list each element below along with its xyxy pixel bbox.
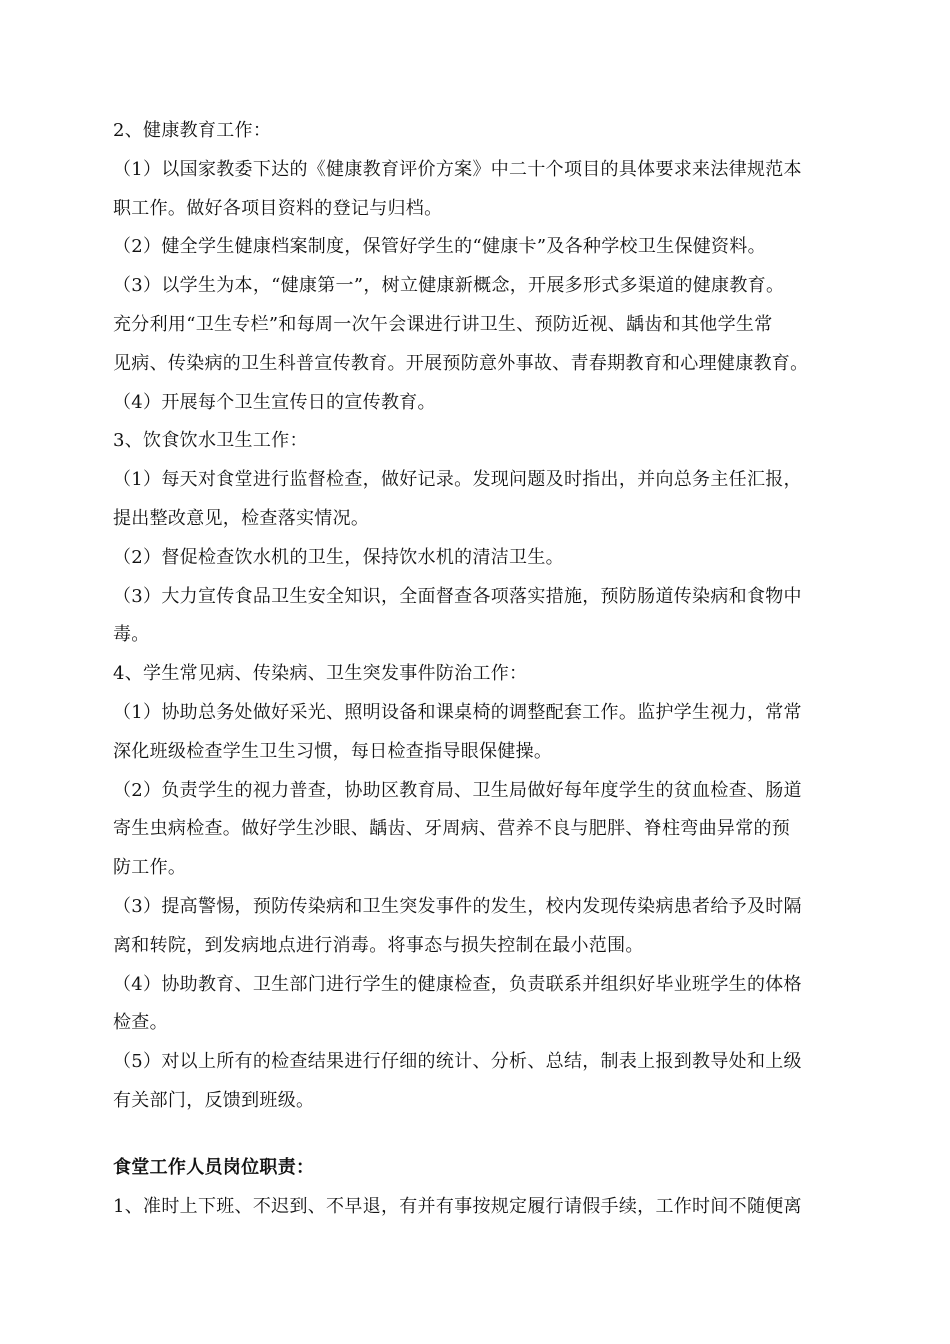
paragraph-line: （3）提高警惕，预防传染病和卫生突发事件的发生，校内发现传染病患者给予及时隔	[113, 895, 802, 917]
paragraph-line: （1）每天对食堂进行监督检查，做好记录。发现问题及时指出，并向总务主任汇报，	[113, 469, 802, 491]
paragraph-line: （3）以学生为本，“健康第一”，树立健康新概念，开展多形式多渠道的健康教育。	[113, 275, 785, 297]
paragraph-line: （4）开展每个卫生宣传日的宣传教育。	[113, 391, 436, 413]
section-heading-disease-prevention: 4、学生常见病、传染病、卫生突发事件防治工作：	[113, 663, 528, 685]
section-spacer	[113, 1121, 839, 1149]
section-heading-health-education: 2、健康教育工作：	[113, 120, 272, 141]
paragraph-line: 提出整改意见，检查落实情况。	[113, 507, 370, 529]
section-heading-food-water-hygiene: 3、饮食饮水卫生工作：	[113, 430, 308, 452]
paragraph-line: （1）以国家教委下达的《健康教育评价方案》中二十个项目的具体要求来法律规范本	[113, 158, 802, 180]
paragraph-line: 毒。	[113, 624, 150, 646]
paragraph-line: （2）督促检查饮水机的卫生，保持饮水机的清洁卫生。	[113, 546, 564, 568]
paragraph-line: 检查。	[113, 1012, 168, 1034]
paragraph-line: （1）协助总务处做好采光、照明设备和课桌椅的调整配套工作。监护学生视力，常常	[113, 701, 802, 723]
paragraph-line: 有关部门，反馈到班级。	[113, 1089, 315, 1111]
paragraph-line: 见病、传染病的卫生科普宣传教育。开展预防意外事故、青春期教育和心理健康教育。	[113, 352, 809, 374]
paragraph-line: 职工作。做好各项目资料的登记与归档。	[113, 197, 443, 219]
paragraph-line: （3）大力宣传食品卫生安全知识，全面督查各项落实措施，预防肠道传染病和食物中	[113, 585, 802, 607]
section-canteen-duties	[113, 1149, 839, 1227]
paragraph-line: （2）健全学生健康档案制度，保管好学生的“健康卡”及各种学校卫生保健资料。	[113, 236, 766, 258]
paragraph-line: （5）对以上所有的检查结果进行仔细的统计、分析、总结，制表上报到教导处和上级	[113, 1051, 802, 1073]
paragraph-line: （2）负责学生的视力普查，协助区教育局、卫生局做好每年度学生的贫血检查、肠道	[113, 779, 802, 801]
document-body	[113, 112, 839, 1226]
section-heading-canteen-staff: 食堂工作人员岗位职责：	[113, 1156, 315, 1178]
paragraph-line: 离和转院，到发病地点进行消毒。将事态与损失控制在最小范围。	[113, 934, 644, 956]
paragraph-line: 1、准时上下班、不迟到、不早退，有并有事按规定履行请假手续，工作时间不随便离	[113, 1195, 802, 1217]
paragraph-line: 充分利用“卫生专栏”和每周一次午会课进行讲卫生、预防近视、龋齿和其他学生常	[113, 313, 773, 335]
paragraph-line: 防工作。	[113, 857, 187, 879]
section-health-duties	[113, 112, 839, 1121]
paragraph-line: （4）协助教育、卫生部门进行学生的健康检查，负责联系并组织好毕业班学生的体格	[113, 973, 802, 995]
paragraph-line: 寄生虫病检查。做好学生沙眼、龋齿、牙周病、营养不良与肥胖、脊柱弯曲异常的预	[113, 818, 791, 840]
paragraph-line: 深化班级检查学生卫生习惯，每日检查指导眼保健操。	[113, 740, 553, 762]
